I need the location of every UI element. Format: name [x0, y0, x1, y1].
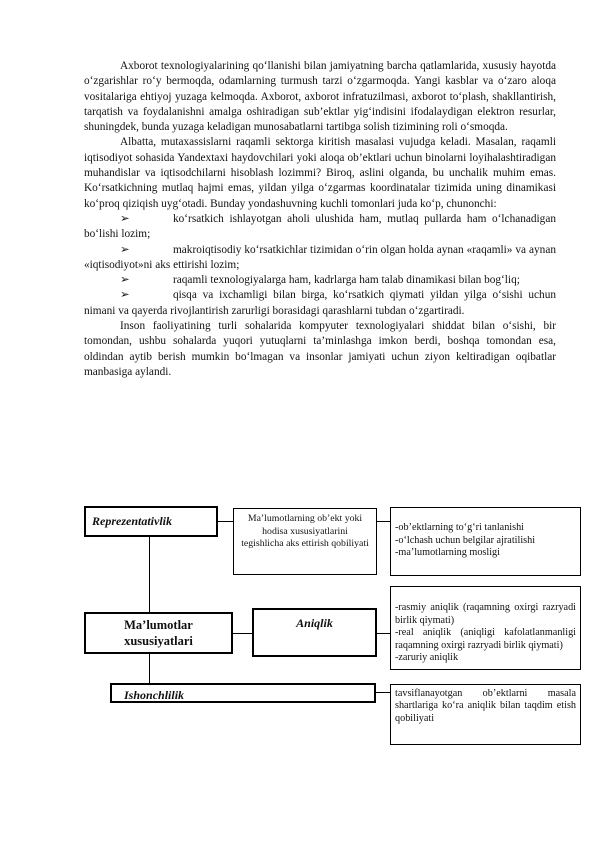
paragraph-2: Albatta, mutaxassislarni raqamli sektorga kiritish masalasi vujudga keladi. Masalan, raqamli iqtisodiyot sohasida Yandextaxi haydovchilari yoki aloqa ob’ektlari uchun binolarni loyihalashtiradigan muhandislar va iqtisodchilarni hisoblash lozimmi? Biroq, aslini olganda, bu unchalik muhim emas. Ko‘rsatkichning mutlaq hajmi emas, yildan yilga o‘zgarmas koordinatalar tizimida uning dinamikasi ko‘proq qiziqish uyg‘otadi. Bunday yondashuvning kuchli tomonlari juda ko‘p, chunonchi:	[84, 136, 556, 210]
connector-aniq-list	[377, 633, 390, 634]
repr-list: -ob’ektlarning to‘g‘ri tanlanishi -o‘lchash uchun belgilar ajratilishi -ma’lumotlarning mosligi	[395, 522, 536, 559]
reprezentativlik-box	[84, 506, 218, 537]
bullet-text-2: makroiqtisodiy ko‘rsatkichlar tizimidan o‘rin olgan holda aynan «raqamli» va aynan «iqtisodiyot»ni aks ettirishi lozim;	[84, 243, 556, 271]
paragraph-1: Axborot texnologiyalarining qo‘llanishi bilan jamiyatning barcha qatlamlarida, xususiy hayotda o‘zgarishlar ro‘y bermoqda, odamlarning turmush tarzi o‘zgarmoqda. Yangi kasblar va o‘zaro aloqa vositalariga ehtiyoj yuzaga kelmoqda. Axborot, axborot infratuzilmasi, axborot to‘plash, shakllantirish, tarqatish va foydalanishni amalga oshiradigan sub’ektlar yig‘indisini ifodalaydigan elektron resurlar, shuningdek, bunda yuzaga keladigan munosabatlarni tartibga solish tizimining roli o‘smoqda.	[84, 60, 556, 134]
connector-main-aniq	[233, 633, 252, 634]
repr-list-box	[390, 507, 581, 576]
ishonchlilik-description-box	[390, 684, 581, 745]
reprezentativlik-label: Reprezentativlik	[92, 514, 172, 528]
ishonchlilik-description: tavsiflanayotgan ob’ektlarni masala shartlariga ko‘ra aniqlik bilan taqdim etish qobiliyati	[395, 688, 576, 724]
arrow-bullet-icon: ➢	[120, 274, 130, 287]
aniqlik-box	[252, 608, 377, 657]
aniqlik-label: Aniqlik	[296, 616, 333, 630]
paragraph-3: Inson faoliyatining turli sohalarida kompyuter texnologiyalari shiddat bilan o‘sishi, bir tomondan, ushbu sohalarda yuqori yutuqlarni ta’minlashga imkon berdi, boshqa tomondan esa, oldindan aytib berish mumkin bo‘lmagan va insonlar jamiyati uchun ziyon keltiradigan oqibatlar manbasiga aylandi.	[84, 320, 556, 378]
bullet-item-2	[84, 243, 556, 274]
bullet-item-4	[84, 288, 556, 319]
repr-description: Ma’lumotlarning ob’ekt yoki hodisa xususiyatlarini tegishlicha aks ettirish qobiliyati	[241, 513, 369, 549]
connector-ishon-desc	[376, 692, 390, 693]
ishonchlilik-label: Ishonchlilik	[124, 688, 185, 702]
repr-description-box	[233, 508, 377, 575]
main-properties-box	[84, 612, 233, 654]
ishonchlilik-box	[110, 683, 376, 703]
arrow-bullet-icon: ➢	[120, 289, 130, 302]
bullet-item-3	[84, 273, 556, 288]
connector-repr-desc	[218, 521, 233, 522]
bullet-text-4: qisqa va ixchamligi bilan birga, ko‘rsatkich qiymati yildan yilga o‘sishi uchun nimani va qayerda rivojlantirish zarurligi borasidagi qarashlarni tubdan o‘zgartiradi.	[84, 289, 556, 317]
aniqlik-list-box	[390, 586, 581, 670]
connector-vertical	[149, 537, 150, 683]
arrow-bullet-icon: ➢	[120, 243, 130, 256]
bullet-item-1	[84, 212, 556, 243]
body-text	[84, 59, 556, 380]
aniqlik-list: -rasmiy aniqlik (raqamning oxirgi razryadi birlik qiymati) -real aniqlik (aniqligi kafolatlanmanligi raqamning oxirgi razryadi birlik qiymati) -zaruriy aniqlik	[395, 602, 576, 664]
connector-desc-list	[377, 521, 390, 522]
main-properties-label: Ma’lumotlar xususiyatlari	[124, 618, 193, 648]
bullet-text-3: raqamli texnologiyalarga ham, kadrlarga ham talab dinamikasi bilan bog‘liq;	[173, 274, 520, 287]
arrow-bullet-icon: ➢	[120, 212, 130, 225]
bullet-text-1: ko‘rsatkich ishlayotgan aholi ulushida ham, mutlaq pullarda ham o‘lchanadigan bo‘lishi lozim;	[84, 212, 556, 241]
